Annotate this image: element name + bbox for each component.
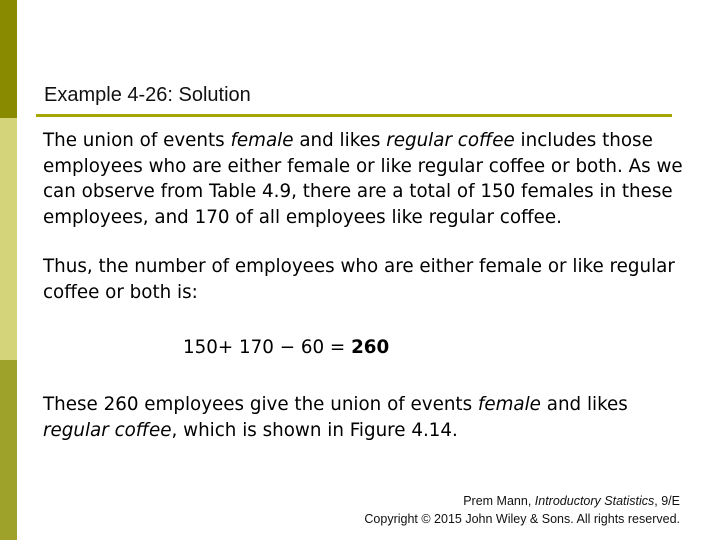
equation-result: 260 [351, 337, 390, 358]
footer-book-title: Introductory Statistics [534, 494, 655, 508]
paragraph-union-explanation [43, 128, 693, 230]
footer-citation [364, 492, 680, 510]
text-run: The union of events [43, 130, 231, 151]
emphasis-female: female [230, 130, 294, 151]
footer-edition: , 9/E [654, 494, 680, 508]
paragraph-conclusion [43, 392, 693, 443]
slide-footer [364, 492, 680, 528]
text-run: , which is shown in Figure 4.14. [171, 419, 458, 441]
decorative-side-bar [0, 0, 17, 540]
paragraph-number-of-employees: Thus, the number of employees who are either female or like regular coffee or both is: [43, 256, 675, 303]
title-underline [36, 114, 672, 117]
footer-author: Prem Mann, [463, 494, 535, 508]
text-run: and likes [540, 394, 628, 415]
emphasis-regular-coffee: regular coffee [43, 419, 172, 441]
union-equation [183, 335, 389, 360]
footer-copyright: Copyright © 2015 John Wiley & Sons. All rights reserved. [364, 512, 680, 526]
equation-expression: 150+ 170 − 60 = [183, 337, 352, 358]
text-run: includes those employees who are either female or like regular coffee or both. As we can observe from Table 4.9, there are a total of 150 females in these employees, and 170 of all employees like regular coffee. [43, 130, 683, 228]
side-bar-bottom-segment [0, 360, 17, 540]
slide-title: Example 4-26: Solution [44, 84, 251, 106]
text-run: These 260 employees give the union of events [43, 394, 478, 415]
emphasis-female: female [477, 394, 541, 415]
emphasis-regular-coffee: regular coffee [386, 130, 515, 151]
text-run: and likes [293, 130, 387, 151]
side-bar-top-segment [0, 0, 17, 118]
side-bar-middle-segment [0, 118, 17, 360]
